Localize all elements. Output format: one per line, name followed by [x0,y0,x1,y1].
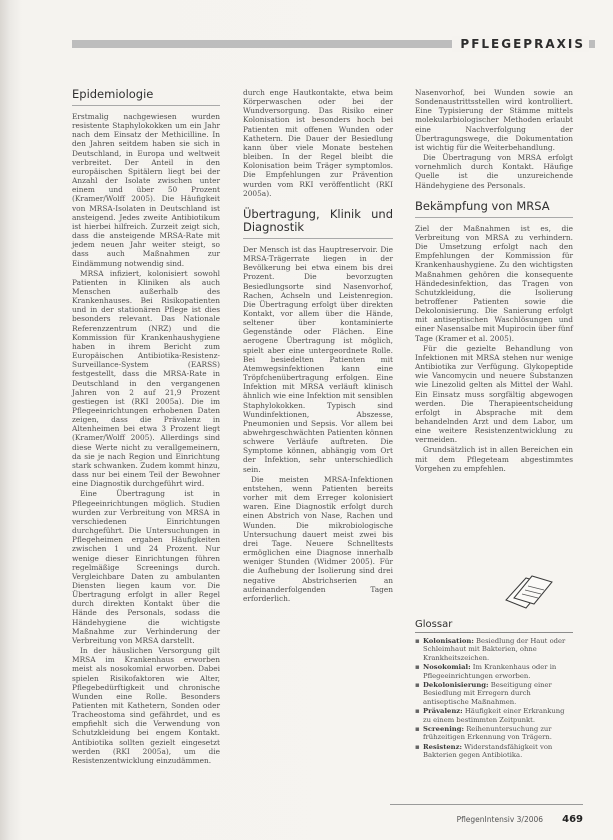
heading-bekaempfung: Bekämpfung von MRSA [415,198,550,213]
paragraph: Eine Übertragung ist in Pflegeeinrichtungen möglich. Studien wurden zur Verbreitung von MRSA in verschiedenen Einrichtungen durchgeführt. Die Untersuchungen in Pflegeheimen ergaben Häufigkeiten zwischen 1 und 24 Prozent. Nur wenige dieser Einrichtungen führen regelmäßige Screenings durch. Vergleichbare Daten zu ambulanten Diensten liegen kaum vor. Die Übertragung erfolgt in aller Regel durch direkten Kontakt über die Hände des Personals, sodass die Händehygiene die wichtigste Maßnahme zur Verhinderung der Verbreitung von MRSA darstellt. [72,489,220,645]
heading-rule [415,217,573,218]
glossary-title: Glossar [415,619,573,633]
publication-name: PflegenIntensiv 3/2006 [456,815,544,824]
paragraph: Der Mensch ist das Hauptreservoir. Die MRSA-Trägerrate liegen in der Bevölkerung bei etwa einem bis drei Prozent. Die bevorzugten Besiedlungsorte sind Nasenvorhof, Rachen, Achseln und Leistenregion. Die Übertragung erfolgt über direkten Kontakt, vor allem über die Hände, seltener über kontaminierte Gegenstände oder Flächen. Eine aerogene Übertragung ist möglich, spielt aber eine untergeordnete Rolle. Bei besiedelten Patienten mit Atemwegsinfektionen kann eine Tröpfchenübertragung erfolgen. Eine Infektion mit MRSA verläuft klinisch ähnlich wie eine Infektion mit sensiblen Staphylokokken. Typisch sind Wundinfektionen, Abszesse, Pneumonien und Sepsis. Vor allem bei abwehrgeschwächten Patienten können schwere Verläufe auftreten. Die Symptome können, abhängig vom Ort der Infektion, sehr unterschiedlich sein. [243,244,393,474]
page-number: 469 [562,814,583,825]
paragraph: Erstmalig nachgewiesen wurden resistente Staphylokokken um ein Jahr nach dem Einsatz der Methicilline. In den Jahren seitdem haben sie sich in Deutschland, in Europa und weltweit verbreitet. Der Anteil in den europäischen Spitälern liegt bei der Anzahl der Isolate zwischen unter einem und über 50 Prozent (Kramer/Wolff 2005). Die Häufigkeit von MRSA-Isolaten in Deutschland ist ansteigend. Jedes zweite Antibiotikum ist hierbei hilfreich. Zurzeit zeigt sich, dass die ansteigende MRSA-Rate mit jedem neuen Jahr weiter steigt, so dass auch Maßnahmen zur Eindämmung notwendig sind. [72,112,220,268]
column-3 [415,88,573,474]
glossary-definition: Reihenuntersuchung zur frühzeitigen Erkennung von Trägern. [423,725,552,742]
glossary-definition: Besiedlung der Haut oder Schleimhaut mit Bakterien, ohne Krankheitszeichen. [423,637,566,662]
glossary-term: Dekolonisierung: [423,681,489,690]
footer [457,807,583,826]
heading-uebertragung: Übertragung, Klinik und Diagnostik [243,206,393,234]
heading-rule [243,238,393,239]
glossary-term: Kolonisation: [423,637,474,645]
glossary-item [415,637,573,662]
heading-rule [72,105,220,106]
heading-epidemiologie: Epidemiologie [72,87,154,101]
glossary-term: Resistenz: [423,742,462,751]
glossary-item [415,681,573,706]
paragraph: Für die gezielte Behandlung von Infektionen mit MRSA stehen nur wenige Antibiotika zur Verfügung. Glykopeptide wie Vancomycin und neuere Substanzen wie Linezolid gelten als Mittel der Wahl. Ein Einsatz muss sorgfältig abgewogen werden. Die Therapieentscheidung erfolgt in Absprache mit dem behandelnden Arzt und dem Labor, um eine weitere Resistenzentwicklung zu vermeiden. [415,343,573,445]
glossary-term: Screening: [423,725,465,734]
glossary-item [415,663,573,680]
column-2 [243,88,393,604]
section-label: PFLEGEPRAXIS [452,36,589,52]
glossary-item [415,725,573,742]
column-1 [72,88,220,766]
paragraph: durch enge Hautkontakte, etwa beim Körperwaschen oder bei der Wundversorgung. Das Risiko einer Kolonisation ist besonders hoch bei Patienten mit offenen Wunden oder Kathetern. Die Dauer der Besiedlung kann über viele Monate bestehen bleiben. In der Regel bleibt die Kolonisation beim Träger symptomlos. Die Empfehlungen zur Prävention wurden vom RKI veröffentlicht (RKI 2005a). [243,88,393,198]
glossary-term: Nosokomial: [423,663,471,672]
paragraph: In der häuslichen Versorgung gilt MRSA im Krankenhaus erworben meist als nosokomial erworben. Dabei spielen Risikofaktoren wie Alter, Pflegebedürftigkeit und chronische Wunden eine Rolle. Besonders Patienten mit Kathetern, Sonden oder Tracheostoma sind gefährdet, und es empfiehlt sich die Verwendung von Schutzkleidung bei engem Kontakt. Antibiotika sollten gezielt eingesetzt werden (RKI 2005a), um die Resistenzentwicklung einzudämmen. [72,646,220,765]
glossary-definition: Widerstandsfähigkeit von Bakterien gegen Antibiotika. [423,742,553,760]
glossary-box [415,619,573,761]
footer-rule [390,804,583,805]
glossary-term: Prävalenz: [423,707,463,716]
paragraph: Ziel der Maßnahmen ist es, die Verbreitung von MRSA zu verhindern. Die Umsetzung erfolgt nach den Empfehlungen der Kommission für Krankenhaushygiene. Zu den wichtigsten Maßnahmen gehören die konsequente Händedesinfektion, das Tragen von Schutzkleidung, die Isolierung betroffener Patienten sowie die Dekolonisierung. Die Sanierung erfolgt mit antiseptischen Waschlösungen und einer Nasensalbe mit Mupirocin über fünf Tage (Kramer et al. 2005). [415,223,574,343]
glossary-item [415,707,573,724]
paragraph: Die Übertragung von MRSA erfolgt vornehmlich durch Kontakt. Häufige Quelle ist die unzureichende Händehygiene des Personals. [415,153,573,190]
glossary-item [415,743,573,760]
glossary-book-icon [500,570,560,612]
paragraph: Die meisten MRSA-Infektionen entstehen, wenn Patienten bereits vorher mit dem Erreger kolonisiert waren. Eine Diagnostik erfolgt durch einen Abstrich von Nase, Rachen und Wunden. Die mikrobiologische Untersuchung dauert meist zwei bis drei Tage. Neuere Schnelltests ermöglichen eine Diagnose innerhalb weniger Stunden (Widmer 2005). Für die Aufhebung der Isolierung sind drei negative Abstrichserien an aufeinanderfolgenden Tagen erforderlich. [243,474,393,603]
paragraph: Grundsätzlich ist in allen Bereichen ein mit dem Pflegeteam abgestimmtes Vorgehen zu empfehlen. [415,445,573,473]
paragraph: MRSA infiziert, kolonisiert sowohl Patienten in Kliniken als auch Menschen außerhalb des Krankenhauses. Bei Risikopatienten und in der stationären Pflege ist dies besonders relevant. Das Nationale Referenzzentrum (NRZ) und die Kommission für Krankenhaushygiene haben in ihrem Bericht zum Europäischen Antibiotika-Resistenz-Surveillance-System (EARSS) festgestellt, dass die MRSA-Rate in Deutschland in den vergangenen Jahren von 2 auf 21,9 Prozent gestiegen ist (RKI 2005a). Die im Pflegeeinrichtungen erhobenen Daten zeigen, dass die Prävalenz in Altenheimen bei etwa 3 Prozent liegt (Kramer/Wolff 2005). Allerdings sind diese Werte nicht zu verallgemeinern, da sie je nach Region und Einrichtung stark schwanken. Zudem kommt hinzu, dass nur bei einem Teil der Bewohner eine Diagnostik durchgeführt wird. [72,268,220,489]
glossary-definition: Häufigkeit einer Erkrankung zu einem bestimmten Zeitpunkt. [423,707,565,724]
glossary-definition: Im Krankenhaus oder in Pflegeeinrichtungen erworben. [423,663,557,680]
paragraph: Nasenvorhof, bei Wunden sowie an Sondenaustrittsstellen wird kontrolliert. Eine Typisierung der Stämme mittels molekularbiologischer Methoden erlaubt eine Nachverfolgung der Übertragungswege, die Dokumentation ist wichtig für die Weiterbehandlung. [415,88,573,152]
glossary-definition: Beseitigung einer Besiedlung mit Erregern durch antiseptische Maßnahmen. [423,681,552,706]
